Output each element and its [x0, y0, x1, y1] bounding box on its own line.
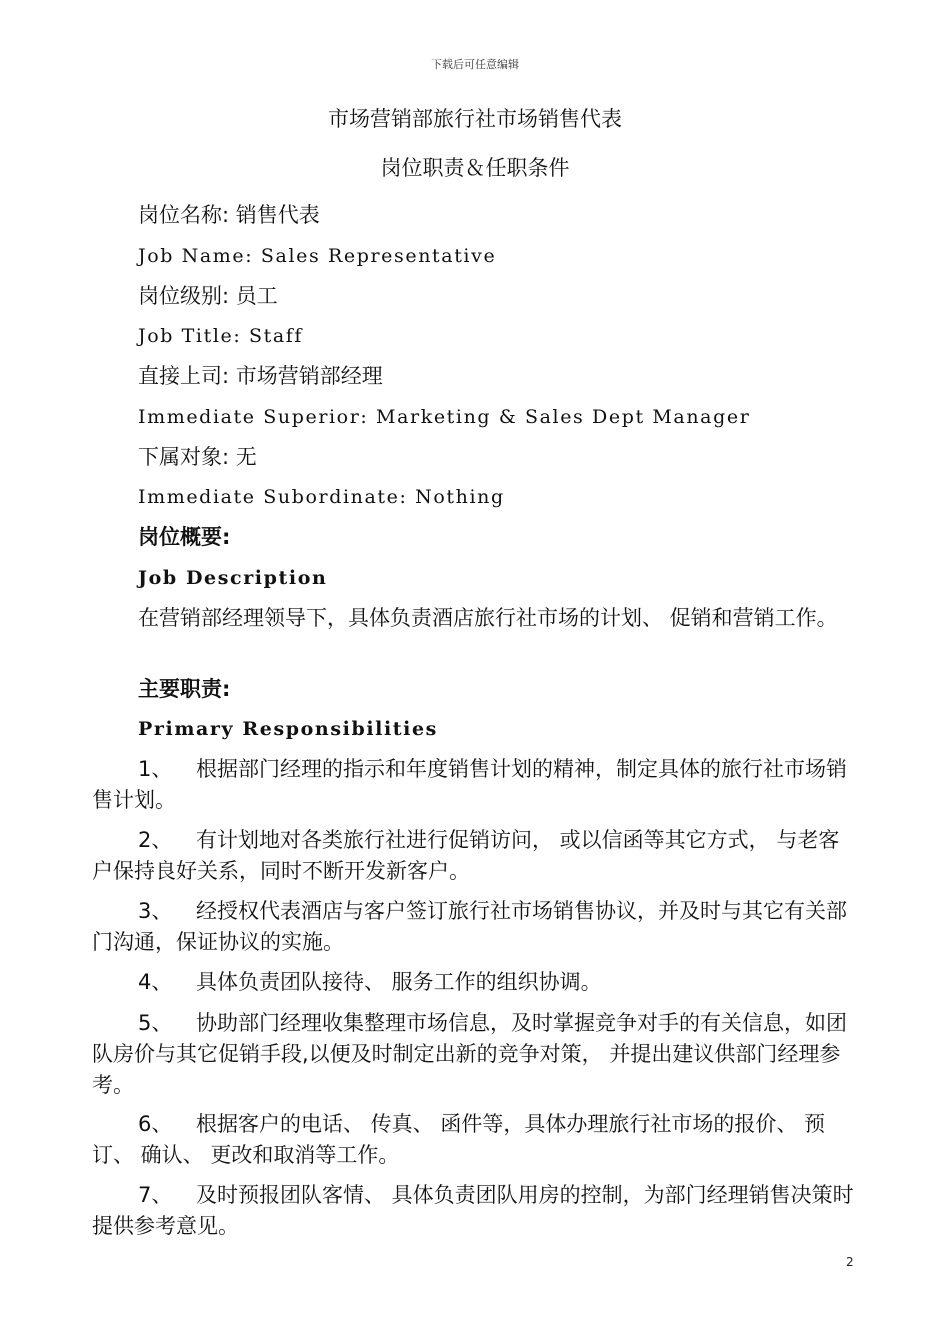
- document-title: 市场营销部旅行社市场销售代表: [328, 107, 622, 131]
- job-name-cn: 岗位名称: 销售代表: [138, 203, 320, 227]
- item-number: 6、: [138, 1112, 173, 1136]
- item-text: 及时预报团队客情、 具体负责团队用房的控制，为部门经理销售决策时提供参考意见。: [92, 1183, 854, 1238]
- item-number: 2、: [138, 828, 173, 852]
- responsibilities-heading-cn: 主要职责:: [138, 677, 231, 701]
- responsibilities-heading-en: Primary Responsibilities: [138, 718, 438, 740]
- job-level-cn: 岗位级别: 员工: [138, 284, 278, 308]
- item-text: 经授权代表酒店与客户签订旅行社市场销售协议，并及时与其它有关部门沟通，保证协议的实施。: [92, 899, 847, 954]
- overview-heading-en: Job Description: [138, 567, 328, 589]
- header-note: 下载后可任意编辑: [431, 58, 519, 71]
- item-number: 3、: [138, 899, 173, 923]
- overview-text-content: 在营销部经理领导下，具体负责酒店旅行社市场的计划、 促销和营销工作。: [138, 606, 838, 630]
- document-subtitle: 岗位职责＆任职条件: [380, 156, 570, 180]
- responsibility-item: [92, 967, 858, 998]
- job-title-en: Job Title: Staff: [138, 325, 304, 347]
- responsibility-item: [92, 896, 858, 958]
- item-number: 1、: [138, 757, 173, 781]
- item-text: 根据部门经理的指示和年度销售计划的精神，制定具体的旅行社市场销售计划。: [92, 757, 847, 812]
- job-name-en: Job Name: Sales Representative: [138, 245, 497, 267]
- responsibility-item: [92, 754, 858, 816]
- item-text: 协助部门经理收集整理市场信息，及时掌握竞争对手的有关信息，如团队房价与其它促销手段,以便及时制定出新的竞争对策， 并提出建议供部门经理参考。: [92, 1011, 847, 1097]
- item-text: 有计划地对各类旅行社进行促销访问， 或以信函等其它方式， 与老客户保持良好关系，同时不断开发新客户。: [92, 828, 840, 883]
- item-text: 根据客户的电话、 传真、 函件等，具体办理旅行社市场的报价、 预订、 确认、 更改和取消等工作。: [92, 1112, 826, 1167]
- responsibility-item: [92, 1180, 858, 1242]
- overview-heading-cn: 岗位概要:: [138, 525, 231, 549]
- item-number: 7、: [138, 1183, 173, 1207]
- item-number: 4、: [138, 970, 173, 994]
- superior-en: Immediate Superior: Marketing & Sales Dept Manager: [138, 406, 751, 428]
- overview-text: [92, 603, 858, 634]
- responsibility-item: [92, 1008, 858, 1101]
- responsibility-item: [92, 825, 858, 887]
- superior-cn: 直接上司: 市场营销部经理: [138, 364, 383, 388]
- responsibility-item: [92, 1109, 858, 1171]
- subordinate-cn: 下属对象: 无: [138, 445, 257, 469]
- item-text: 具体负责团队接待、 服务工作的组织协调。: [196, 970, 602, 994]
- subordinate-en: Immediate Subordinate: Nothing: [138, 486, 505, 508]
- page-number: 2: [846, 1255, 854, 1269]
- item-number: 5、: [138, 1011, 173, 1035]
